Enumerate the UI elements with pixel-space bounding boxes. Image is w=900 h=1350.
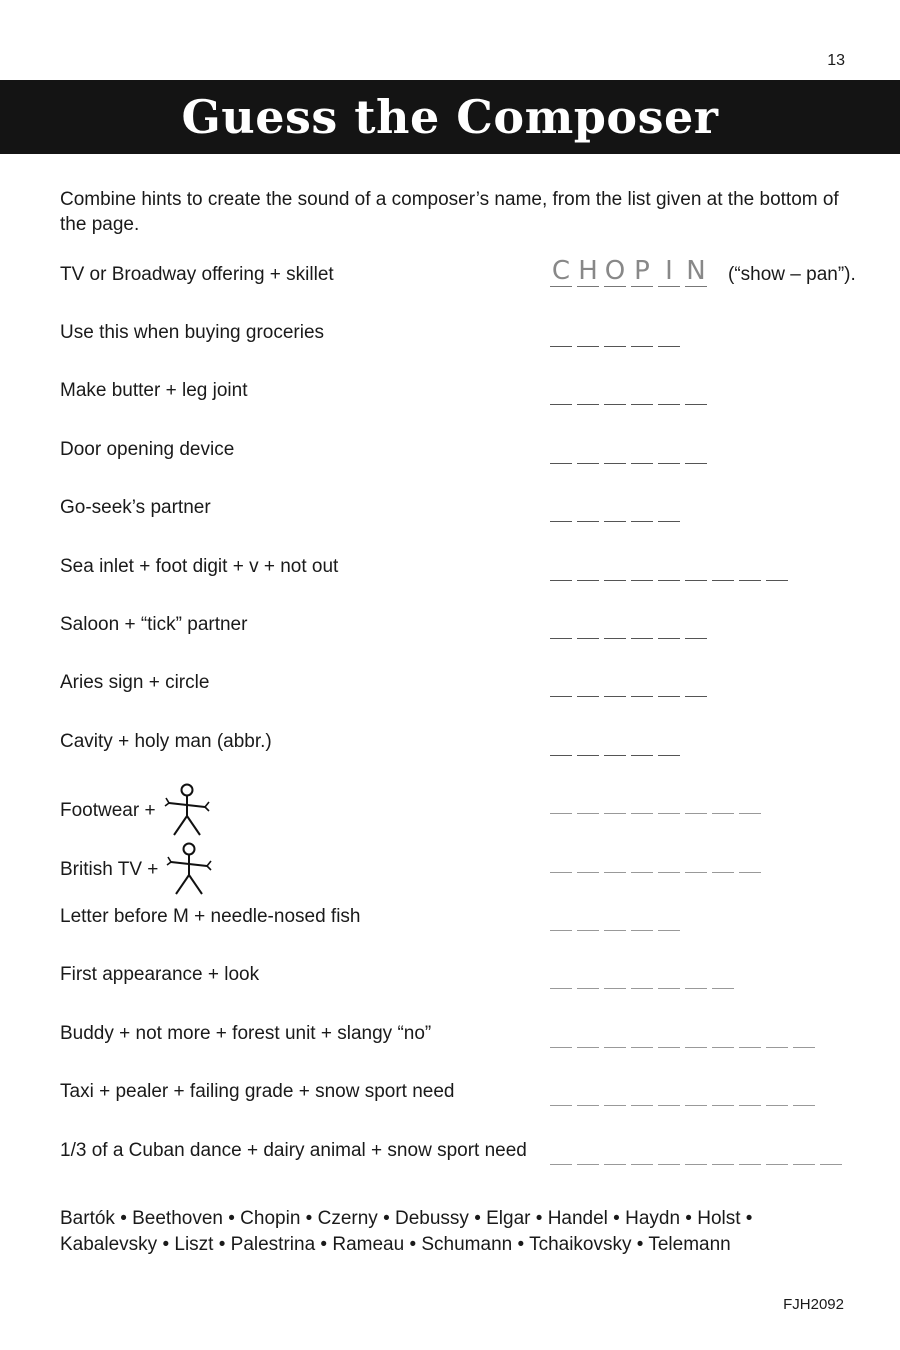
answer-blank[interactable] bbox=[577, 676, 599, 697]
answer-blank[interactable] bbox=[658, 326, 680, 347]
clue-label: First appearance + look bbox=[60, 964, 260, 986]
answer-blank[interactable] bbox=[550, 443, 572, 464]
answer-letter: P bbox=[631, 256, 653, 287]
clue-row bbox=[60, 612, 880, 652]
answer-blank[interactable] bbox=[685, 1085, 707, 1106]
answer-blank[interactable] bbox=[550, 968, 572, 989]
clue-text bbox=[60, 554, 338, 580]
answer-blanks[interactable] bbox=[550, 852, 761, 873]
answer-blank[interactable] bbox=[658, 676, 680, 697]
answer-blank[interactable] bbox=[658, 793, 680, 814]
answer-blank[interactable] bbox=[577, 560, 599, 581]
answer-blank[interactable] bbox=[577, 618, 599, 639]
clue-text bbox=[60, 437, 234, 463]
answer-blank[interactable] bbox=[604, 1085, 626, 1106]
answer-blank[interactable] bbox=[685, 560, 707, 581]
clue-text bbox=[60, 612, 247, 638]
answer-blank[interactable] bbox=[658, 1027, 680, 1048]
clue-row bbox=[60, 846, 880, 886]
answer-blank[interactable] bbox=[604, 560, 626, 581]
clue-text bbox=[60, 670, 209, 696]
answer-blanks[interactable] bbox=[550, 1027, 815, 1048]
clue-row bbox=[60, 787, 880, 827]
answer-blank[interactable] bbox=[604, 618, 626, 639]
answer-blank[interactable] bbox=[658, 735, 680, 756]
clue-text bbox=[60, 320, 324, 346]
answer-blank[interactable] bbox=[739, 793, 761, 814]
answer-blank[interactable] bbox=[658, 910, 680, 931]
clue-text bbox=[60, 378, 247, 404]
clue-label: Door opening device bbox=[60, 438, 235, 460]
clue-text bbox=[60, 729, 272, 755]
answer-blank[interactable] bbox=[604, 735, 626, 756]
clue-text bbox=[60, 495, 211, 521]
clue-row bbox=[60, 729, 880, 769]
answer-blank[interactable] bbox=[739, 1085, 761, 1106]
answer-blank[interactable] bbox=[604, 443, 626, 464]
answer-blank[interactable] bbox=[577, 501, 599, 522]
example-note: (“show – pan”). bbox=[728, 264, 856, 285]
answer-blanks[interactable] bbox=[550, 910, 680, 931]
answer-blank[interactable] bbox=[577, 326, 599, 347]
answer-blank[interactable] bbox=[658, 560, 680, 581]
answer-blank[interactable] bbox=[631, 735, 653, 756]
answer-blank[interactable] bbox=[766, 1144, 788, 1165]
answer-letter: I bbox=[658, 256, 680, 287]
answer-blanks[interactable] bbox=[550, 968, 734, 989]
answer-blank[interactable] bbox=[631, 618, 653, 639]
clue-row bbox=[60, 554, 880, 594]
answer-blanks[interactable] bbox=[550, 676, 707, 697]
answer-blank[interactable] bbox=[550, 910, 572, 931]
answer-blank[interactable] bbox=[793, 1144, 815, 1165]
clue-label: Make butter + leg joint bbox=[60, 380, 248, 402]
answer-blank[interactable] bbox=[604, 501, 626, 522]
answer-blank[interactable] bbox=[739, 560, 761, 581]
answer-blank[interactable] bbox=[631, 968, 653, 989]
composer-list-line-1: Bartók • Beethoven • Chopin • Czerny • Debussy • Elgar • Handel • Haydn • Holst • bbox=[60, 1208, 753, 1229]
answer-blank[interactable] bbox=[550, 1085, 572, 1106]
answer-blank[interactable] bbox=[577, 910, 599, 931]
answer-blank[interactable] bbox=[793, 1085, 815, 1106]
instructions: Combine hints to create the sound of a composer’s name, from the list given at the bottom of the page. bbox=[60, 189, 839, 235]
answer-letter: N bbox=[686, 256, 706, 286]
answer-blank[interactable] bbox=[550, 501, 572, 522]
answer-blank[interactable] bbox=[685, 793, 707, 814]
composer-list bbox=[60, 1206, 860, 1258]
answer-blank[interactable] bbox=[658, 1144, 680, 1165]
answer-blank[interactable] bbox=[631, 443, 653, 464]
clue-label: Sea inlet + foot digit + v + not out bbox=[60, 555, 339, 577]
clue-row bbox=[60, 670, 880, 710]
answer-blank[interactable] bbox=[604, 1144, 626, 1165]
answer-blank[interactable] bbox=[631, 1027, 653, 1048]
answer-blank[interactable] bbox=[550, 735, 572, 756]
answer-blanks[interactable] bbox=[550, 618, 707, 639]
answer-blank[interactable] bbox=[685, 676, 707, 697]
answer-blank[interactable] bbox=[604, 910, 626, 931]
clue-row bbox=[60, 1079, 880, 1119]
clue-row bbox=[60, 962, 880, 1002]
clue-label: Aries sign + circle bbox=[60, 672, 210, 694]
answer-letter: O bbox=[604, 256, 626, 286]
answer-blanks[interactable] bbox=[550, 326, 680, 347]
answer-blank[interactable] bbox=[820, 1144, 842, 1165]
book-code: FJH2092 bbox=[783, 1296, 844, 1313]
clue-text bbox=[60, 779, 210, 843]
answer-blank[interactable] bbox=[604, 676, 626, 697]
answer-blanks[interactable] bbox=[550, 560, 788, 581]
answer-blank[interactable] bbox=[550, 384, 572, 405]
answer-blank[interactable] bbox=[631, 910, 653, 931]
clue-label: Cavity + holy man (abbr.) bbox=[60, 730, 272, 752]
answer-blank[interactable] bbox=[631, 326, 653, 347]
answer-blank[interactable] bbox=[631, 1085, 653, 1106]
answer-letter: C bbox=[551, 256, 571, 286]
clue-row bbox=[60, 378, 880, 418]
answer-blank[interactable] bbox=[604, 793, 626, 814]
answer-blank[interactable] bbox=[631, 501, 653, 522]
example-answer bbox=[550, 256, 707, 287]
answer-blank[interactable] bbox=[577, 968, 599, 989]
answer-blank[interactable] bbox=[577, 1085, 599, 1106]
answer-blank[interactable] bbox=[604, 1027, 626, 1048]
answer-blanks[interactable] bbox=[550, 443, 707, 464]
answer-blank[interactable] bbox=[658, 384, 680, 405]
answer-blank[interactable] bbox=[685, 443, 707, 464]
answer-blank[interactable] bbox=[766, 1085, 788, 1106]
answer-blanks[interactable] bbox=[550, 501, 680, 522]
composer-list-line-2: Kabalevsky • Liszt • Palestrina • Rameau • Schumann • Tchaikovsky • Telemann bbox=[60, 1234, 731, 1255]
answer-blanks[interactable] bbox=[550, 793, 761, 814]
answer-blank[interactable] bbox=[712, 1085, 734, 1106]
answer-letter: H bbox=[578, 256, 598, 286]
answer-blank[interactable] bbox=[658, 618, 680, 639]
clue-label: Letter before M + needle-nosed fish bbox=[60, 906, 361, 927]
page-number: 13 bbox=[827, 52, 845, 69]
clue-text bbox=[60, 838, 212, 902]
answer-blank[interactable] bbox=[712, 852, 734, 873]
clue-text bbox=[60, 1079, 455, 1105]
answer-blank[interactable] bbox=[550, 1027, 572, 1048]
answer-blank[interactable] bbox=[550, 1144, 572, 1165]
answer-blank[interactable] bbox=[685, 1027, 707, 1048]
clue-label: British TV + bbox=[60, 858, 159, 880]
answer-blank[interactable] bbox=[550, 618, 572, 639]
answer-blanks[interactable] bbox=[550, 735, 680, 756]
answer-blank[interactable] bbox=[631, 676, 653, 697]
clue-text bbox=[60, 962, 259, 988]
answer-blank[interactable] bbox=[577, 384, 599, 405]
answer-blank[interactable] bbox=[658, 443, 680, 464]
answer-blank[interactable] bbox=[577, 1144, 599, 1165]
clue-label: Footwear + bbox=[60, 800, 156, 822]
clue-row bbox=[60, 1138, 880, 1178]
answer-blank[interactable] bbox=[577, 735, 599, 756]
clue-row bbox=[60, 320, 880, 360]
answer-blank[interactable] bbox=[739, 1144, 761, 1165]
answer-blank[interactable] bbox=[604, 968, 626, 989]
clue-text bbox=[60, 1021, 431, 1047]
answer-blank[interactable] bbox=[658, 501, 680, 522]
answer-blank[interactable] bbox=[631, 852, 653, 873]
answer-blank[interactable] bbox=[550, 852, 572, 873]
answer-blanks[interactable] bbox=[550, 384, 707, 405]
clue-label: Use this when buying groceries bbox=[60, 322, 325, 343]
answer-blank[interactable] bbox=[658, 1085, 680, 1106]
answer-blank[interactable] bbox=[739, 852, 761, 873]
answer-blank[interactable] bbox=[793, 1027, 815, 1048]
clue-row bbox=[60, 904, 880, 944]
page-title: Guess the Composer bbox=[181, 90, 719, 144]
answer-blank[interactable] bbox=[712, 793, 734, 814]
answer-blank[interactable] bbox=[712, 1027, 734, 1048]
clue-label: Go-seek’s partner bbox=[60, 497, 211, 519]
answer-blank[interactable] bbox=[577, 852, 599, 873]
answer-blank[interactable] bbox=[550, 326, 572, 347]
answer-blank[interactable] bbox=[685, 1144, 707, 1165]
answer-blank[interactable] bbox=[604, 326, 626, 347]
answer-blank[interactable] bbox=[631, 384, 653, 405]
clue-label: Buddy + not more + forest unit + slangy “no” bbox=[60, 1022, 432, 1044]
clue-text bbox=[60, 904, 361, 930]
answer-blank[interactable] bbox=[631, 560, 653, 581]
answer-blank[interactable] bbox=[685, 384, 707, 405]
clue-text bbox=[60, 1138, 527, 1164]
answer-blank[interactable] bbox=[685, 968, 707, 989]
clue-label: Saloon + “tick” partner bbox=[60, 614, 248, 635]
answer-blank[interactable] bbox=[712, 968, 734, 989]
answer-blanks[interactable] bbox=[550, 1144, 842, 1165]
clue-row bbox=[60, 437, 880, 477]
answer-blank[interactable] bbox=[712, 1144, 734, 1165]
example-row bbox=[60, 256, 880, 302]
answer-blank[interactable] bbox=[631, 1144, 653, 1165]
clue-label: 1/3 of a Cuban dance + dairy animal + snow sport need bbox=[60, 1139, 527, 1161]
clue-label: Taxi + pealer + failing grade + snow sport need bbox=[60, 1081, 455, 1103]
answer-blank[interactable] bbox=[739, 1027, 761, 1048]
answer-blank[interactable] bbox=[577, 443, 599, 464]
answer-blank[interactable] bbox=[685, 618, 707, 639]
answer-blank[interactable] bbox=[631, 793, 653, 814]
answer-blank[interactable] bbox=[658, 968, 680, 989]
answer-blank[interactable] bbox=[766, 560, 788, 581]
answer-blank[interactable] bbox=[604, 384, 626, 405]
answer-blank[interactable] bbox=[658, 852, 680, 873]
answer-blank[interactable] bbox=[766, 1027, 788, 1048]
answer-blank[interactable] bbox=[577, 1027, 599, 1048]
answer-blank[interactable] bbox=[550, 676, 572, 697]
clue-row bbox=[60, 1021, 880, 1061]
answer-blank[interactable] bbox=[550, 793, 572, 814]
answer-blanks[interactable] bbox=[550, 1085, 815, 1106]
answer-blank[interactable] bbox=[577, 793, 599, 814]
example-clue: TV or Broadway offering + skillet bbox=[60, 264, 334, 285]
clue-row bbox=[60, 495, 880, 535]
title-banner bbox=[0, 80, 900, 154]
stick-figure-icon bbox=[166, 842, 212, 906]
answer-blank[interactable] bbox=[550, 560, 572, 581]
answer-blank[interactable] bbox=[685, 852, 707, 873]
answer-blank[interactable] bbox=[604, 852, 626, 873]
answer-blank[interactable] bbox=[712, 560, 734, 581]
